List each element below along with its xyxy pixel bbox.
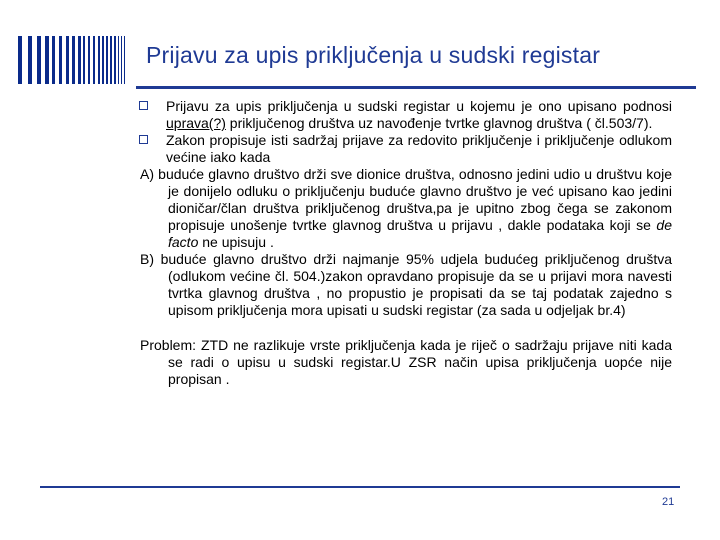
bullet-1-underlined: uprava(?) (166, 115, 226, 131)
decorative-bar (28, 36, 32, 84)
decorative-bar (45, 36, 49, 84)
slide-title: Prijavu za upis priključenja u sudski registar (146, 42, 601, 68)
page-number: 21 (662, 496, 675, 508)
hollow-square-bullet-icon (139, 135, 148, 144)
decorative-bar (37, 36, 41, 84)
bullet-item-1 (140, 98, 672, 132)
bullet-2-text: Zakon propisuje isti sadržaj prijave za redovito priključenje i priključenje odlukom većine iako kada (166, 132, 672, 165)
decorative-bar (102, 36, 104, 84)
hollow-square-bullet-icon (139, 101, 148, 110)
bullet-1-part-1: Prijavu za upis priključenja u sudski registar u kojemu je ono upisano podnosi (166, 98, 672, 114)
decorative-bar (98, 36, 100, 84)
problem-text: Problem: ZTD ne razlikuje vrste priključenja kada je riječ o sadržaju prijave niti kada se radi o upisu u sudski registar.U ZSR način upisa priključenja uopće nije propisan . (140, 337, 672, 387)
decorative-bars (18, 36, 148, 91)
item-a-text: A) buduće glavno društvo drži sve dionice društva, odnosno jedini udio u društvu koje je donijelo odluku o priključenju buduće glavno društvo je već upisano kao jedini dioničar/član društva priključenog društva,pa je upitno zbog čega se zakonom propisuje unošenje tvrtke glavnog društva u prijavu , dakle podataka koji se (140, 166, 672, 233)
item-a (140, 166, 672, 251)
decorative-bar (72, 36, 75, 84)
decorative-bar (124, 36, 125, 84)
item-a-italic: de facto (168, 217, 672, 250)
title-divider (136, 86, 696, 89)
decorative-bar (88, 36, 90, 84)
decorative-bar (59, 36, 62, 84)
item-b (140, 251, 672, 319)
decorative-bar (114, 36, 116, 84)
decorative-bar (52, 36, 55, 84)
decorative-bar (93, 36, 95, 84)
decorative-bar (110, 36, 112, 84)
decorative-bar (83, 36, 85, 84)
problem-paragraph (140, 337, 672, 388)
decorative-bar (118, 36, 119, 84)
item-a-end: ne upisuju . (198, 234, 274, 250)
slide-body (140, 98, 672, 388)
item-b-text: B) buduće glavno društvo drži najmanje 95% udjela budućeg priključenog društva (odlukom većine čl. 504.)zakon opravdano propisuje da se u prijavi mora navesti tvrtka glavnog društva , no propustio je propisati da se taj podatak zajedno s upisom priključenja mora upisati u sudski registar (za sada u odjeljak br.4) (140, 251, 672, 318)
decorative-bar (121, 36, 122, 84)
decorative-bar (66, 36, 69, 84)
footer-divider (40, 486, 680, 488)
bullet-1-part-3: priključenog društva uz navođenje tvrtke glavnog društva ( čl.503/7). (225, 115, 653, 131)
bullet-item-2 (140, 132, 672, 166)
decorative-bar (78, 36, 81, 84)
decorative-bar (106, 36, 108, 84)
decorative-bar (18, 36, 22, 84)
